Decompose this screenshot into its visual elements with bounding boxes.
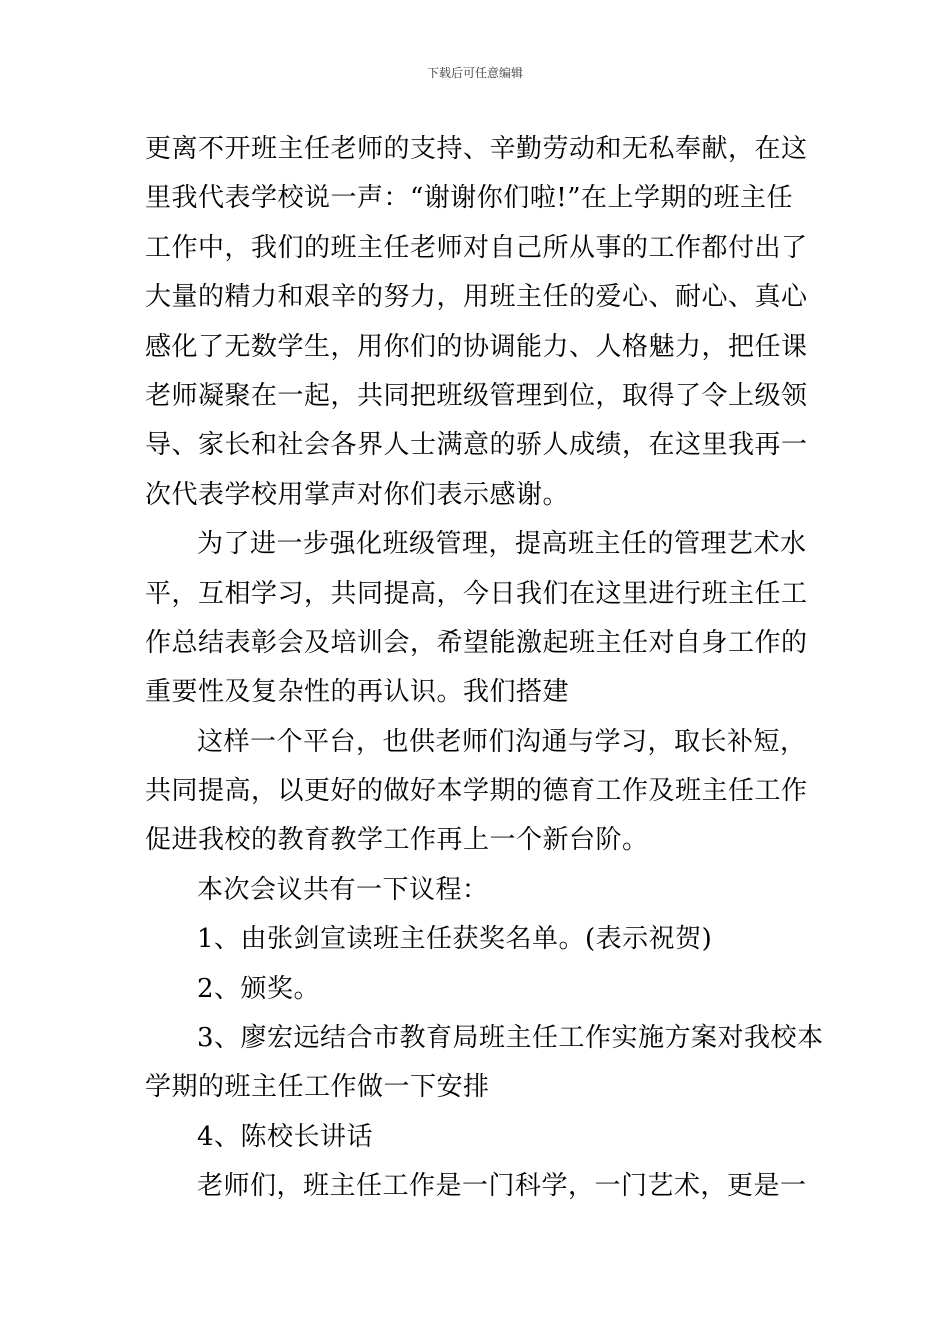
text-line: 更离不开班主任老师的支持、辛勤劳动和无私奉献，在这 — [145, 134, 808, 164]
text-line: 里我代表学校说一声：“谢谢你们啦!”在上学期的班主任 — [145, 183, 794, 214]
text-line: 导、家长和社会各界人士满意的骄人成绩，在这里我再一 — [145, 430, 808, 461]
text-line: 为了进一步强化班级管理，提高班主任的管理艺术水 — [197, 529, 807, 560]
paragraph-thanks — [145, 125, 808, 520]
paragraph-closing — [145, 1162, 805, 1211]
agenda-item-4 — [145, 1113, 805, 1162]
text-line: 老师凝聚在一起，共同把班级管理到位，取得了令上级领 — [145, 380, 808, 411]
text-line: 3、廖宏远结合市教育局班主任工作实施方案对我校本 — [197, 1023, 824, 1054]
text-line: 促进我校的教育教学工作再上一个新台阶。 — [145, 825, 649, 856]
text-line: 大量的精力和艰辛的努力，用班主任的爱心、耐心、真心 — [145, 282, 808, 313]
text-line: 次代表学校用掌声对你们表示感谢。 — [145, 479, 570, 510]
paragraph-purpose — [145, 520, 808, 718]
text-line: 本次会议共有一下议程： — [197, 874, 489, 905]
text-line: 感化了无数学生，用你们的协调能力、人格魅力，把任课 — [145, 331, 808, 362]
paragraph-platform — [145, 718, 808, 866]
text-line: 共同提高，以更好的做好本学期的德育工作及班主任工作 — [145, 776, 808, 807]
text-line: 重要性及复杂性的再认识。我们搭建 — [145, 677, 570, 708]
text-line: 平，互相学习，共同提高，今日我们在这里进行班主任工 — [145, 578, 808, 609]
header-note: 下载后可任意编辑 — [426, 66, 523, 80]
paragraph-agenda-intro — [145, 866, 805, 915]
text-line: 学期的班主任工作做一下安排 — [145, 1072, 490, 1103]
text-line: 2、颁奖。 — [197, 973, 321, 1004]
text-line: 老师们，班主任工作是一门科学，一门艺术，更是一 — [197, 1171, 807, 1202]
text-line: 工作中，我们的班主任老师对自己所从事的工作都付出了 — [145, 232, 808, 263]
text-line: 作总结表彰会及培训会，希望能激起班主任对自身工作的 — [145, 627, 808, 658]
text-line: 这样一个平台，也供老师们沟通与学习，取长补短， — [197, 726, 807, 757]
text-line: 1、由张剑宣读班主任获奖名单。(表示祝贺) — [197, 924, 713, 955]
agenda-item-3 — [145, 1014, 824, 1113]
text-line: 4、陈校长讲话 — [197, 1121, 374, 1152]
agenda-item-2 — [145, 965, 805, 1014]
document-body — [145, 125, 824, 1212]
agenda-item-1 — [145, 915, 805, 964]
